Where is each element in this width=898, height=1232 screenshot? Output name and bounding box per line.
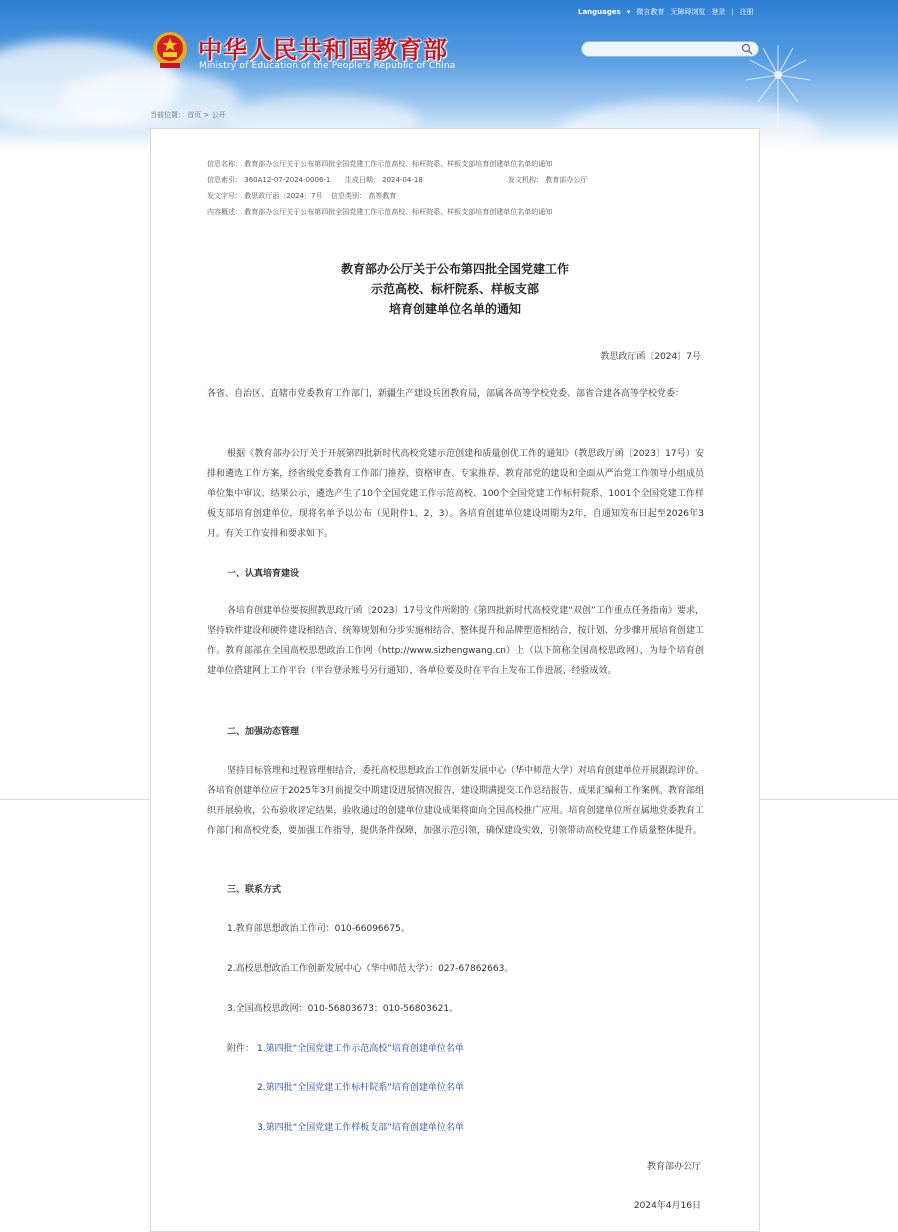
attachment-link-3[interactable]: 3.第四批“全国党建工作样板支部”培育创建单位名单 xyxy=(257,1123,464,1133)
dandelion-decoration-icon xyxy=(738,40,818,130)
doc-title-line-2: 示范高校、标杆院系、样板支部 xyxy=(370,282,539,296)
attachment-link-2[interactable]: 2.第四批“全国党建工作标杆院系”培育创建单位名单 xyxy=(257,1083,464,1093)
meta-label: 信息类别： xyxy=(330,192,366,200)
meta-info-name xyxy=(207,159,552,169)
top-nav xyxy=(578,7,754,17)
intro-paragraph: 根据《教育部办公厅关于开展第四批新时代高校党建示范创建和质量创优工作的通知》（教思政厅函〔2023〕17号）安排和遴选工作方案，经省级党委教育工作部门推荐、资格审查、专家推荐、教育部党的建设和全面从严治党工作领导小组成员单位集中审议、结果公示，遴选产生了10个全国党建工作示范高校、100个全国党建工作标杆院系、1001个全国党建工作样板支部培育创建单位，现将名单予以公布（见附件1、2、3）。各培育创建单位建设周期为2年，自通知发布日起至2026年3月。有关工作安排和要求如下。 xyxy=(207,449,704,539)
meta-summary xyxy=(207,207,552,217)
accessible-link[interactable]: 无障碍浏览 xyxy=(670,8,706,16)
meta-value: 教育部办公厅关于公布第四批全国党建工作示范高校、标杆院系、样板支部培育创建单位名单的通知 xyxy=(244,160,553,168)
meta-label: 发文机构： xyxy=(508,176,543,184)
attachments-label: 附件： xyxy=(227,1044,255,1054)
doc-title-line-3: 培育创建单位名单的通知 xyxy=(388,302,521,316)
meta-index-row xyxy=(207,175,423,185)
meta-value: 教思政厅函〔2024〕7号 xyxy=(244,192,323,200)
meta-issuer xyxy=(508,175,587,185)
meta-label: 信息名称： xyxy=(207,160,242,168)
doc-number: 教思政厅函〔2024〕7号 xyxy=(600,352,701,362)
meta-label: 信息索引： xyxy=(207,176,242,184)
meta-docno-row xyxy=(207,191,396,201)
meta-label: 内容概述： xyxy=(207,208,242,216)
register-link[interactable]: 注册 xyxy=(739,8,754,16)
nav-divider: | xyxy=(731,8,734,16)
meta-label: 发文字号： xyxy=(207,192,242,200)
meta-value: 360A12-07-2024-0006-1 xyxy=(244,176,331,184)
section-2-heading: 二、加强动态管理 xyxy=(227,727,300,737)
signer: 教育部办公厅 xyxy=(646,1162,701,1172)
breadcrumb-separator: > xyxy=(203,111,210,119)
meta-value: 2024-04-18 xyxy=(382,176,423,184)
meta-value: 教育部办公厅关于公布第四批全国党建工作示范高校、标杆院系、样板支部培育创建单位名单的通知 xyxy=(244,208,553,216)
breadcrumb-prefix: 当前位置： xyxy=(150,111,185,119)
section-3-heading: 三、联系方式 xyxy=(227,885,282,895)
meta-value: 高等教育 xyxy=(368,192,397,200)
login-link[interactable]: 登录 xyxy=(711,8,726,16)
attachment-link-1[interactable]: 1.第四批“全国党建工作示范高校”培育创建单位名单 xyxy=(257,1044,464,1054)
meta-value: 教育部办公厅 xyxy=(545,176,588,184)
chevron-down-icon[interactable]: ▾ xyxy=(626,8,631,16)
search-input[interactable] xyxy=(581,41,759,57)
weibo-link[interactable]: 微言教育 xyxy=(636,8,665,16)
languages-link[interactable]: Languages xyxy=(578,8,621,16)
site-name-cn[interactable]: 中华人民共和国教育部 xyxy=(198,36,448,64)
section-2-body: 坚持目标管理和过程管理相结合，委托高校思想政治工作创新发展中心（华中师范大学）对培育创建单位开展跟踪评价。各培育创建单位应于2025年3月前提交中期建设进展情况报告，建设期满提交工作总结报告、成果汇编和工作案例。教育部组织开展验收，公布验收评定结果，验收通过的创建单位建设成果将面向全国高校推广应用。培育创建单位所在属地党委教育工作部门和高校党委，要加强工作指导，提供条件保障，加强示范引领，确保建设实效，引领带动高校党建工作质量整体提升。 xyxy=(207,766,705,836)
sign-date: 2024年4月16日 xyxy=(633,1201,701,1211)
breadcrumb-current-link[interactable]: 公开 xyxy=(211,111,226,119)
meta-label: 生成日期： xyxy=(344,176,380,184)
addressee: 各省、自治区、直辖市党委教育工作部门，新疆生产建设兵团教育局，部属各高等学校党委、部省合建各高等学校党委： xyxy=(207,389,685,399)
cloud-decoration xyxy=(60,70,240,130)
national-emblem-icon[interactable] xyxy=(151,30,189,70)
contact-line-1: 1.教育部思想政治工作司：010-66096675。 xyxy=(227,924,410,934)
contact-line-3: 3.全国高校思政网：010-56803673；010-56803621。 xyxy=(227,1004,459,1014)
section-1-heading: 一、认真培育建设 xyxy=(227,569,300,579)
site-name-en: Ministry of Education of the People's Republic of China xyxy=(199,61,456,71)
doc-title-line-1: 教育部办公厅关于公布第四批全国党建工作 xyxy=(340,262,569,276)
breadcrumb xyxy=(150,110,226,120)
contact-line-2: 2.高校思想政治工作创新发展中心（华中师范大学）：027-67862663。 xyxy=(227,964,514,974)
breadcrumb-home-link[interactable]: 首页 xyxy=(187,111,202,119)
section-1-body: 各培育创建单位要按照教思政厅函〔2023〕17号文件所附的《第四批新时代高校党建“双创”工作重点任务指南》要求，坚持软件建设和硬件建设相结合、统筹规划和分步实施相结合、整体提升和品牌塑造相结合，按计划、分步骤开展培育创建工作。教育部部在全国高校思想政治工作网（http://www.sizhengwang.cn）上（以下简称全国高校思政网），为每个培育创建单位搭建网上工作平台（平台登录账号另行通知），各单位要及时在平台上发布工作进展、经验成效。 xyxy=(207,606,704,676)
